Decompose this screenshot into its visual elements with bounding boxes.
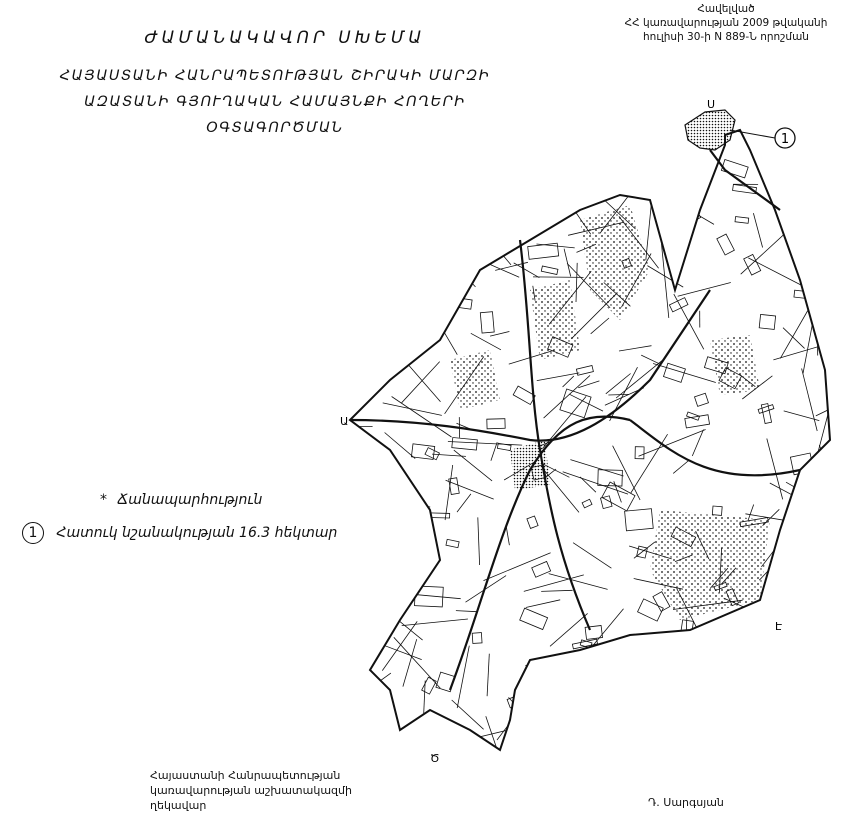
parcel-line [824, 707, 840, 722]
parcel-line [330, 197, 342, 244]
legend-road-label: Ճանապարհություն [117, 492, 263, 508]
parcel-line [826, 287, 840, 297]
parcel-plot [639, 704, 651, 720]
parcel-line [352, 304, 391, 317]
parcel-line [348, 590, 398, 596]
parcel-line [690, 662, 742, 714]
parcel-line [673, 199, 675, 248]
parcel-line [582, 126, 583, 158]
parcel-line [613, 107, 628, 138]
parcel-line [480, 103, 508, 116]
parcel-line [369, 698, 389, 702]
parcel-line [815, 612, 826, 630]
parcel-line [820, 510, 837, 541]
parcel-line [604, 663, 663, 692]
parcel-line [398, 755, 426, 763]
parcel-plot [377, 167, 408, 184]
subtitle-line3: ՕԳՏԱԳՈՐԾՄԱՆ [206, 120, 344, 136]
footer-org-line1: Հայաստանի Հանրապետության [150, 769, 341, 782]
parcel-line [823, 641, 840, 688]
parcel-line [502, 98, 544, 126]
parcel-plot [814, 584, 840, 612]
parcel-plot [513, 700, 537, 726]
parcel-line [343, 327, 367, 371]
parcel-plot [511, 177, 519, 198]
parcel-line [815, 91, 834, 119]
west-label: Ա [340, 415, 349, 428]
parcel-plot [398, 176, 431, 206]
parcel-line [826, 147, 840, 161]
parcel-line [330, 333, 356, 336]
parcel-line [524, 152, 558, 184]
parcel-line [417, 770, 448, 780]
parcel-line [473, 122, 474, 183]
parcel-line [339, 673, 391, 710]
parcel-line [753, 769, 801, 780]
parcel-line [828, 769, 840, 775]
parcel-line [646, 159, 658, 176]
parcel-line [466, 750, 473, 764]
parcel-line [544, 162, 577, 190]
parcel-line [479, 175, 498, 187]
parcel-line [777, 684, 803, 738]
parcel-plot [609, 683, 623, 697]
parcel-plot [458, 221, 474, 244]
parcel-plot [376, 473, 397, 478]
parcel-line [549, 725, 570, 739]
north-label: Ս [707, 98, 716, 111]
parcel-line [676, 692, 693, 724]
parcel-line [690, 733, 705, 742]
land-use-map [330, 90, 840, 780]
parcel-line [740, 606, 757, 660]
parcel-line [354, 267, 359, 312]
parcel-line [363, 335, 380, 358]
approval-note [596, 2, 856, 44]
parcel-plot [518, 706, 526, 712]
parcel-line [349, 125, 420, 132]
parcel-plot [464, 154, 487, 168]
parcel-line [595, 672, 604, 701]
approval-note-line2: ՀՀ կառավարության 2009 թվականի [624, 17, 828, 29]
legend-item-special [22, 522, 337, 544]
parcel-line [648, 150, 685, 163]
parcel-line [330, 479, 345, 526]
parcel-line [646, 188, 659, 198]
parcel-line [369, 295, 402, 338]
parcel-line [360, 201, 366, 221]
parcel-line [665, 693, 690, 705]
parcel-plot [753, 634, 762, 642]
page-title: ԺԱՄԱՆԱԿԱՎՈՐ ՍԽԵՄԱ [144, 28, 426, 48]
parcel-plot [502, 190, 510, 201]
footer-organization [150, 768, 380, 813]
parcel-line [554, 97, 576, 110]
subtitle-line1: ՀԱՅԱՍՏԱՆԻ ՀԱՆՐԱՊԵՏՈՒԹՅԱՆ ՇԻՐԱԿԻ ՄԱՐԶԻ [59, 68, 491, 84]
parcel-line [796, 516, 824, 550]
parcel-line [665, 143, 698, 173]
parcel-line [827, 213, 840, 214]
parcel-line [406, 206, 407, 238]
parcel-plot [784, 562, 817, 588]
parcel-plot [425, 276, 444, 285]
parcel-line [533, 277, 584, 278]
parcel-line [400, 268, 453, 288]
parcel-line [563, 692, 568, 742]
parcel-line [338, 325, 340, 349]
parcel-line [416, 116, 436, 117]
parcel-plot [584, 648, 603, 671]
parcel-line [343, 99, 398, 123]
asterisk-icon: * [100, 492, 107, 508]
parcel-line [554, 669, 562, 710]
parcel-line [745, 744, 782, 750]
parcel-line [669, 92, 687, 132]
approval-note-line3: հուլիսի 30-ի N 889-Ն որոշման [643, 31, 809, 43]
parcel-line [509, 697, 550, 741]
parcel-plot [407, 229, 431, 250]
parcel-line [336, 325, 393, 329]
parcel-plot [468, 210, 483, 229]
parcel-plot [560, 158, 570, 171]
circle-marker-icon: 1 [22, 522, 44, 544]
parcel-line [564, 757, 582, 780]
parcel-line [562, 773, 608, 780]
parcel-line [379, 237, 437, 263]
parcel-line [420, 300, 425, 316]
parcel-line [369, 166, 395, 170]
parcel-line [747, 603, 751, 650]
parcel-line [469, 215, 511, 265]
parcel-line [337, 215, 398, 228]
legend-item-road [100, 492, 262, 508]
parcel-line [779, 179, 796, 192]
parcel-line [340, 304, 391, 314]
parcel-line [650, 738, 658, 757]
parcel-line [404, 544, 424, 565]
parcel-line [330, 489, 333, 545]
parcel-plot [696, 734, 714, 746]
parcel-line [372, 189, 384, 209]
parcel-line [486, 109, 499, 123]
legend-special-label: Հատուկ նշանակության 16.3 հեկտար [56, 525, 338, 541]
approval-note-line1: Հավելված [697, 3, 755, 15]
parcel-line [599, 741, 608, 759]
parcel-plot [374, 284, 402, 290]
parcel-line [574, 766, 639, 780]
parcel-line [642, 690, 667, 705]
parcel-line [592, 714, 665, 716]
parcel-line [661, 92, 671, 117]
parcel-line [747, 112, 764, 115]
parcel-plot [477, 219, 504, 237]
parcel-line [522, 169, 543, 214]
parcel-line [446, 742, 457, 777]
parcel-plot [717, 700, 728, 720]
parcel-line [395, 737, 432, 771]
parcel-line [821, 94, 830, 113]
parcel-line [350, 92, 416, 93]
parcel-line [418, 732, 471, 737]
parcel-line [792, 643, 794, 662]
parcel-plot [432, 265, 453, 289]
subtitle-line2: ԱԶԱՏԱՆԻ ԳՅՈՒՂԱԿԱՆ ՀԱՄԱՅՆՔԻ ՀՈՂԵՐԻ [84, 94, 466, 110]
parcel-line [657, 731, 676, 749]
east-label: Է [775, 620, 783, 633]
parcel-line [391, 221, 424, 227]
south-label: Ծ [430, 752, 440, 765]
parcel-line [473, 232, 481, 245]
parcel-plot [368, 746, 375, 765]
parcel-marker-text: 1 [780, 132, 790, 147]
parcel-line [388, 316, 394, 336]
parcel-plot [433, 235, 449, 248]
parcel-line [399, 245, 439, 257]
parcel-line [560, 686, 600, 697]
footer-signatory: Դ. Սարգսյան [648, 796, 724, 809]
parcel-line [779, 162, 821, 176]
parcel-line [529, 136, 550, 141]
parcel-line [503, 162, 551, 192]
parcel-plot [562, 744, 576, 763]
parcel-line [480, 779, 496, 780]
parcel-line [330, 345, 356, 346]
parcel-line [564, 731, 617, 744]
parcel-plot [419, 248, 432, 262]
parcel-line [337, 259, 349, 278]
footer-org-line3: ղեկավար [150, 799, 207, 812]
parcel-line [745, 658, 775, 682]
parcel-line [717, 703, 764, 745]
parcel-line [469, 753, 504, 775]
footer-org-line2: կառավարության աշխատակազմի [150, 784, 352, 797]
parcel-line [398, 491, 405, 538]
parcel-line [366, 243, 367, 267]
parcel-line [542, 142, 555, 214]
parcel-line [656, 165, 703, 205]
parcel-line [664, 95, 678, 104]
parcel-line [794, 610, 811, 626]
